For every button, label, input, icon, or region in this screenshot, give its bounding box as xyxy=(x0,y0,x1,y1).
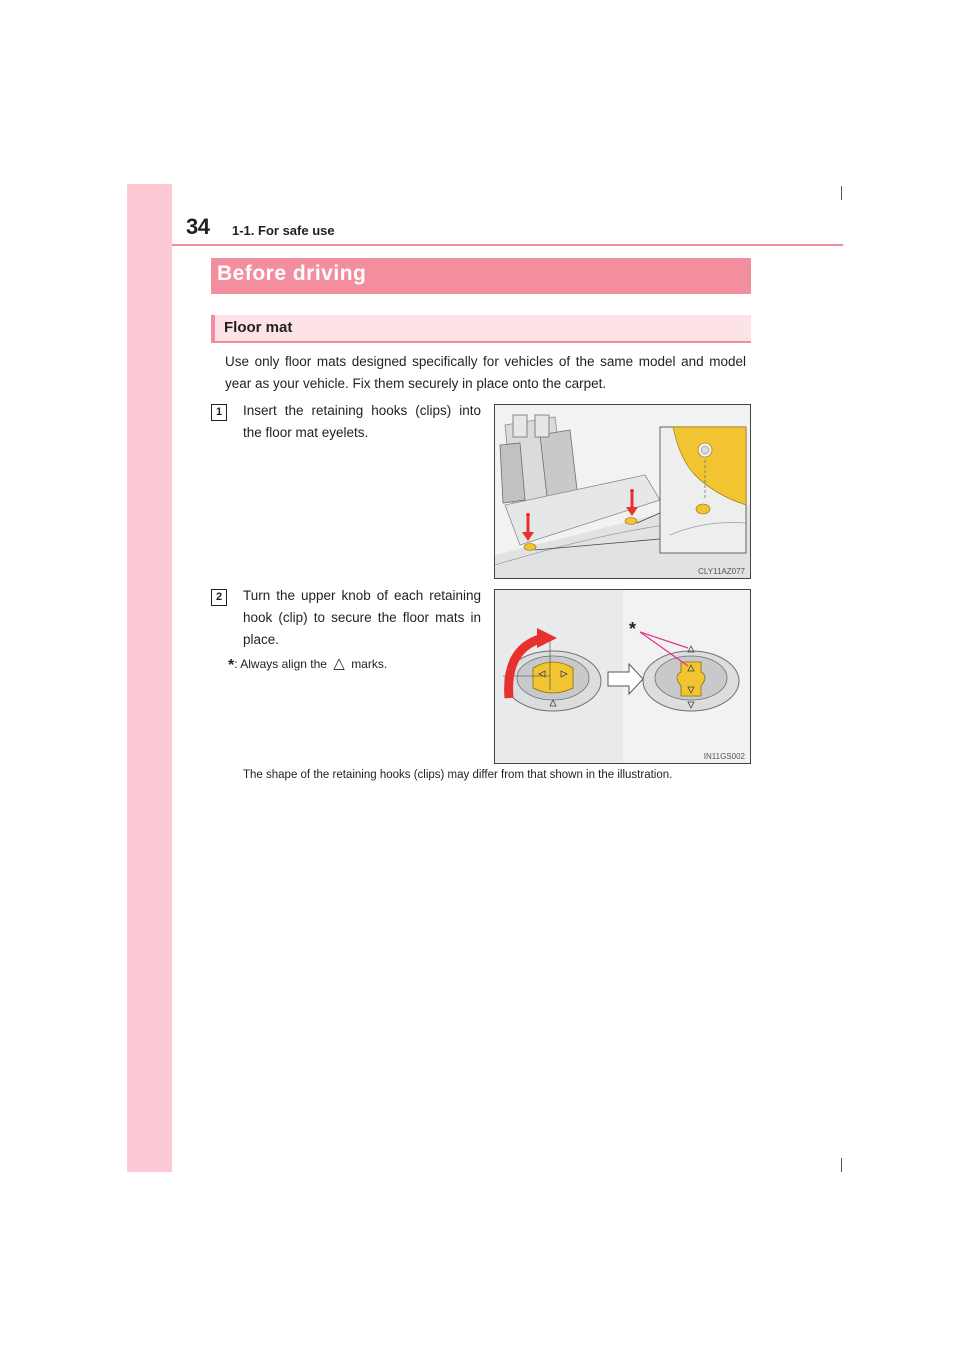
subsection-title: Floor mat xyxy=(224,319,293,336)
crop-mark xyxy=(841,186,842,200)
intro-paragraph: Use only floor mats designed specifically for vehicles of the same model and model year as your vehicle. Fix them securely in place onto the carpet. xyxy=(225,354,746,391)
subsection-bar xyxy=(211,315,751,343)
figure-code-2: IN11GS002 xyxy=(703,752,745,761)
section-title-bar xyxy=(211,258,751,294)
footnote-star: * xyxy=(228,657,235,674)
footnote xyxy=(228,654,387,675)
step-text-1: Insert the retaining hooks (clips) into the floor mat eyelets. xyxy=(243,403,481,440)
footnote-text-before: : Always align the xyxy=(234,657,327,671)
retaining-hook-illustration xyxy=(495,590,751,764)
figure-retaining-hook-knob xyxy=(494,589,751,764)
page-number: 34 xyxy=(186,214,210,239)
illustration-note: The shape of the retaining hooks (clips) may differ from that shown in the illustration. xyxy=(243,769,673,781)
figure-code-1: CLY11AZ077 xyxy=(698,567,745,576)
section-title: Before driving xyxy=(217,262,367,285)
section-reference: 1-1. For safe use xyxy=(232,223,335,238)
figure-floor-mat-hooks xyxy=(494,404,751,579)
callout-star: * xyxy=(629,619,637,639)
step-number-2: 2 xyxy=(211,589,227,606)
crop-mark xyxy=(841,1158,842,1172)
step-text-2: Turn the upper knob of each retaining hook (clip) to secure the floor mats in place. xyxy=(243,588,481,647)
header-rule xyxy=(172,244,843,246)
step-number-1: 1 xyxy=(211,404,227,421)
footnote-text-after: marks. xyxy=(351,657,388,671)
triangle-mark-icon: △ xyxy=(333,655,345,672)
side-tab xyxy=(127,184,172,1172)
floor-mat-illustration xyxy=(495,405,751,579)
subsection-accent xyxy=(211,315,215,341)
